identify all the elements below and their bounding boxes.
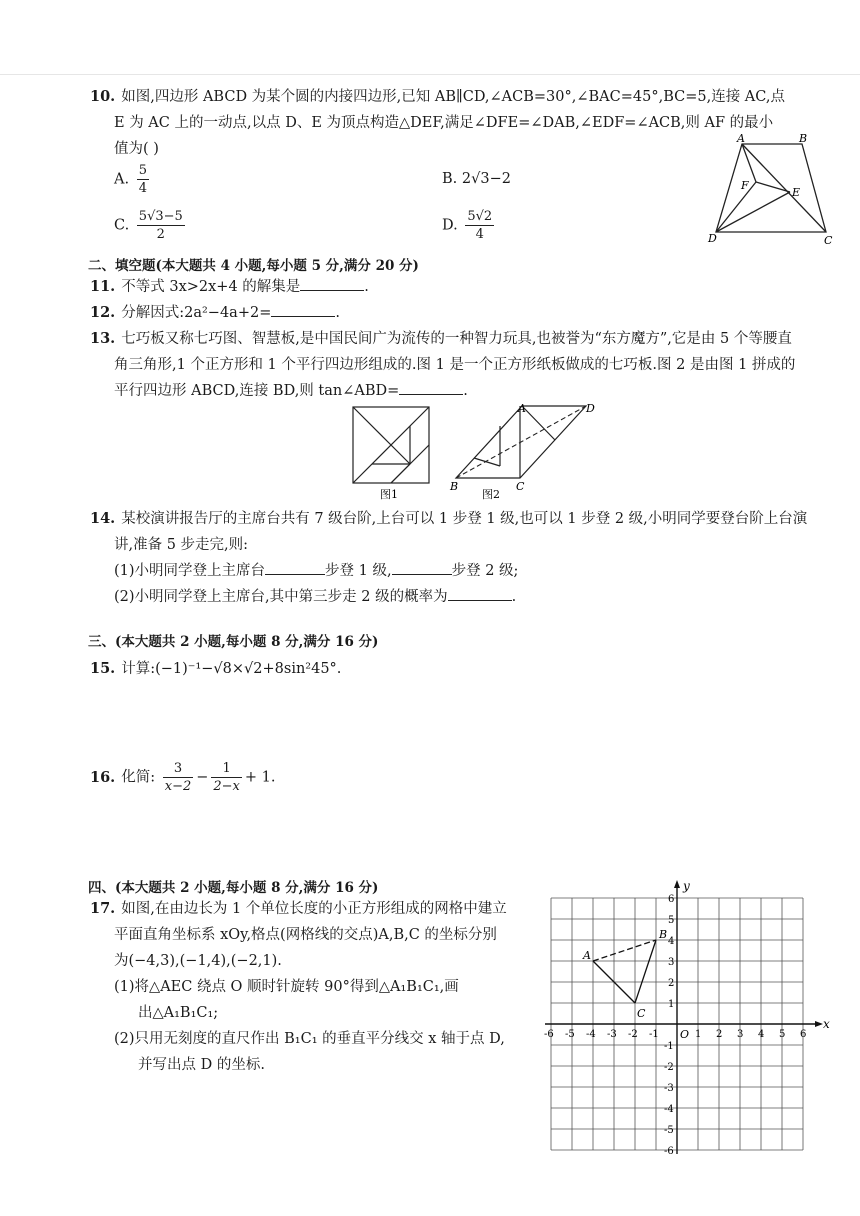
numerator: 1	[211, 760, 242, 778]
section-4-title: 四、(本大题共 2 小题,每小题 8 分,满分 16 分)	[88, 880, 379, 896]
denominator: 4	[138, 181, 147, 196]
x-axis-arrow	[815, 1021, 823, 1027]
answer-blank[interactable]	[399, 378, 463, 395]
x-tick-label: 3	[737, 1029, 744, 1040]
question-12	[90, 300, 820, 326]
numerator: 3	[163, 760, 194, 778]
denominator: x−2	[164, 779, 192, 794]
label-e: E	[792, 186, 801, 199]
label-a: A	[737, 134, 745, 145]
x-tick-label: -3	[607, 1029, 617, 1040]
question-14	[90, 506, 825, 610]
option-label: D.	[442, 217, 458, 234]
y-tick-label: 2	[668, 978, 675, 989]
numerator: 5	[138, 163, 147, 178]
coordinate-grid	[540, 876, 840, 1166]
fig1-caption: 图1	[380, 488, 398, 501]
y-axis-arrow	[674, 880, 680, 888]
question-text: 值为( )	[114, 141, 159, 157]
part-2-text: (2)小明同学登上主席台,其中第三步走 2 级的概率为	[114, 589, 448, 605]
numerator: 5√2	[467, 209, 493, 224]
question-text: 讲,准备 5 步走完,则:	[114, 537, 249, 553]
y-tick-label: -5	[664, 1125, 674, 1136]
point-b-label: B	[659, 928, 668, 941]
answer-blank[interactable]	[392, 558, 452, 575]
x-tick-label: -1	[649, 1029, 659, 1040]
y-tick-label: 5	[668, 915, 675, 926]
label-d: D	[708, 232, 717, 245]
fraction	[211, 760, 242, 795]
option-a	[114, 162, 152, 197]
part-2-text: (2)只用无刻度的直尺作出 B₁C₁ 的垂直平分线交 x 轴于点 D,	[114, 1031, 505, 1047]
question-end: .	[335, 305, 340, 321]
question-end: .	[463, 383, 468, 399]
question-text: 平面直角坐标系 xOy,格点(网格线的交点)A,B,C 的坐标分别	[114, 927, 497, 943]
option-b	[442, 171, 511, 187]
question-number: 10.	[90, 88, 116, 105]
y-tick-label: 4	[668, 936, 675, 947]
fraction	[137, 208, 185, 243]
question-text: + 1.	[244, 769, 276, 786]
denominator: 2−x	[213, 779, 240, 794]
part-1-text: 步登 2 级;	[451, 563, 519, 579]
y-tick-label: -1	[664, 1041, 674, 1052]
label-d: D	[586, 402, 595, 415]
label-b: B	[450, 480, 459, 493]
y-tick-label: -6	[664, 1146, 674, 1157]
option-c	[114, 208, 188, 243]
segment-ab	[593, 940, 656, 961]
question-text: 某校演讲报告厅的主席台共有 7 级台阶,上台可以 1 步登 1 级,也可以 1 步登 2 级,小明同学要登台阶上台演	[121, 511, 808, 527]
x-axis-label: x	[823, 1017, 830, 1031]
question-text: 分解因式:2a²−4a+2=	[121, 305, 272, 321]
question-text: 不等式 3x>2x+4 的解集是	[121, 279, 301, 295]
question-number: 16.	[90, 768, 116, 786]
question-15	[90, 656, 820, 682]
question-number: 11.	[90, 278, 116, 295]
x-tick-label: 6	[800, 1029, 807, 1040]
question-text: 计算:(−1)⁻¹−√8×√2+8sin²45°.	[121, 661, 342, 677]
point-a-label: A	[583, 949, 591, 962]
numerator: 5√3−5	[138, 209, 183, 224]
y-tick-label: -2	[664, 1062, 674, 1073]
answer-blank[interactable]	[300, 274, 364, 291]
label-f: F	[741, 179, 749, 192]
x-tick-label: 1	[695, 1029, 702, 1040]
fraction	[137, 162, 149, 197]
question-text: 如图,四边形 ABCD 为某个圆的内接四边形,已知 AB∥CD,∠ACB=30°,∠BAC=45°,BC=5,连接 AC,点	[121, 89, 785, 105]
question-number: 12.	[90, 304, 116, 321]
x-tick-label: -6	[544, 1029, 554, 1040]
question-number: 13.	[90, 330, 116, 347]
x-tick-label: -5	[565, 1029, 575, 1040]
question-text: 化简:	[121, 769, 156, 786]
diagonal-bd	[456, 406, 586, 478]
option-d	[442, 208, 497, 243]
option-label: B.	[442, 171, 458, 187]
question-11	[90, 274, 820, 300]
question-text: 如图,在由边长为 1 个单位长度的小正方形组成的网格中建立	[121, 901, 507, 917]
x-tick-label: 2	[716, 1029, 723, 1040]
origin-label: O	[680, 1028, 690, 1041]
option-value: 2√3−2	[461, 171, 511, 187]
y-tick-label: -4	[664, 1104, 674, 1115]
question-text: 为(−4,3),(−1,4),(−2,1).	[114, 953, 282, 969]
fig2-caption: 图2	[482, 488, 500, 501]
y-tick-label: 3	[668, 957, 675, 968]
y-tick-label: 6	[668, 894, 675, 905]
x-tick-label: -2	[628, 1029, 638, 1040]
label-c: C	[824, 234, 833, 246]
x-tick-label: 5	[779, 1029, 786, 1040]
part-1-text: 步登 1 级,	[325, 563, 392, 579]
label-b: B	[799, 134, 808, 145]
answer-blank[interactable]	[265, 558, 325, 575]
question-text: 平行四边形 ABCD,连接 BD,则 tan∠ABD=	[114, 383, 400, 399]
part-1-text: (1)将△AEC 绕点 O 顺时针旋转 90°得到△A₁B₁C₁,画	[114, 979, 459, 995]
question-text: 七巧板又称七巧图、智慧板,是中国民间广为流传的一种智力玩具,也被誉为“东方魔方”,它是由 5 个等腰直	[121, 331, 792, 347]
part-2-text: 并写出点 D 的坐标.	[138, 1057, 265, 1073]
answer-blank[interactable]	[448, 584, 512, 601]
question-text: E 为 AC 上的一动点,以点 D、E 为顶点构造△DEF,满足∠DFE=∠DAB,∠EDF=∠ACB,则 AF 的最小	[114, 115, 774, 131]
tangram-figures	[350, 402, 600, 502]
y-axis-label: y	[683, 879, 690, 893]
question-13	[90, 326, 825, 404]
fraction	[465, 208, 494, 243]
top-bar	[0, 0, 860, 75]
y-tick-label: -3	[664, 1083, 674, 1094]
denominator: 2	[156, 227, 165, 242]
question-text: 角三角形,1 个正方形和 1 个平行四边形组成的.图 1 是一个正方形纸板做成的七巧板.图 2 是由图 1 拼成的	[114, 357, 796, 373]
answer-blank[interactable]	[271, 300, 335, 317]
y-tick-label: 1	[668, 999, 675, 1010]
section-3-title: 三、(本大题共 2 小题,每小题 8 分,满分 16 分)	[88, 634, 379, 650]
x-tick-label: 4	[758, 1029, 765, 1040]
section-2-title: 二、填空题(本大题共 4 小题,每小题 5 分,满分 20 分)	[88, 258, 419, 274]
point-c-label: C	[637, 1007, 646, 1020]
option-label: A.	[114, 171, 130, 188]
label-c: C	[516, 480, 525, 493]
question-number: 14.	[90, 510, 116, 527]
x-tick-label: -4	[586, 1029, 596, 1040]
part-1-text: 出△A₁B₁C₁;	[138, 1005, 219, 1021]
segment-bc	[635, 940, 656, 1003]
operator: −	[196, 769, 209, 786]
denominator: 4	[475, 227, 484, 242]
part-1-text: (1)小明同学登上主席台	[114, 563, 266, 579]
question-number: 15.	[90, 660, 116, 677]
fraction	[163, 760, 194, 795]
part-2-end: .	[511, 589, 517, 605]
label-a: A	[518, 402, 526, 415]
question-end: .	[364, 279, 369, 295]
option-label: C.	[114, 217, 130, 234]
quadrilateral-figure	[700, 134, 840, 246]
question-16	[90, 760, 820, 795]
question-number: 17.	[90, 900, 116, 917]
question-17	[90, 896, 550, 1078]
